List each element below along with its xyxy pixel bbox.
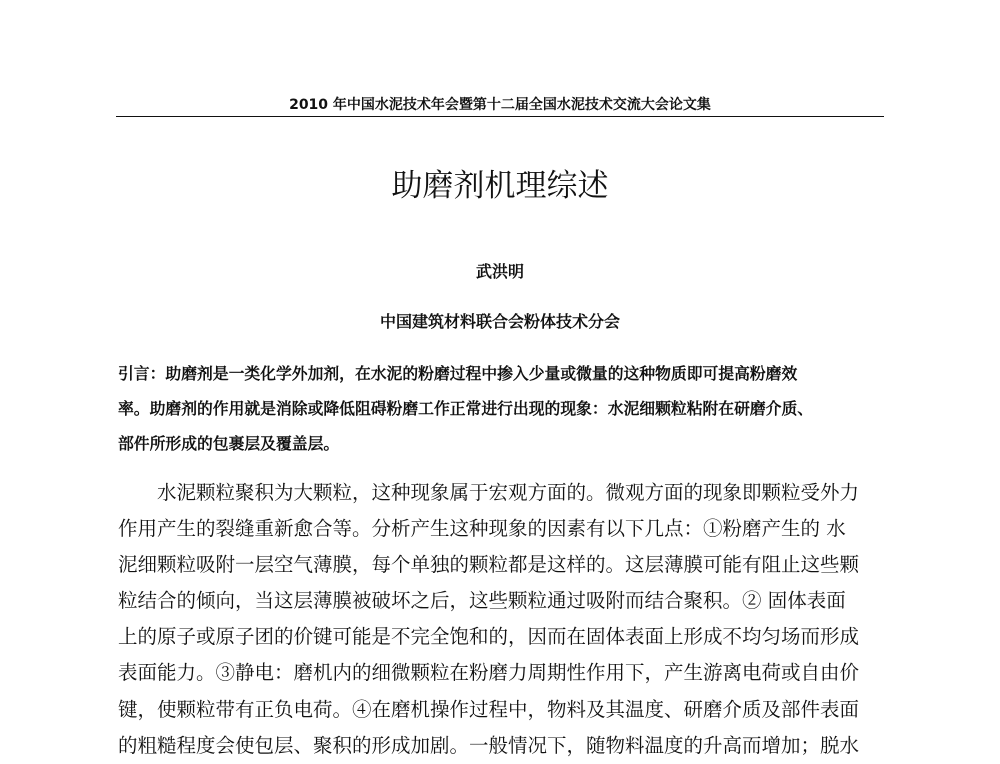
author-name: 武洪明 xyxy=(475,262,524,281)
body-line: 水泥颗粒聚积为大颗粒，这种现象属于宏观方面的。微观方面的现象即颗粒受外力 xyxy=(157,481,860,504)
body-line: 粒结合的倾向，当这层薄膜被破坏之后，这些颗粒通过吸附而结合聚积。② 固体表面 xyxy=(118,589,846,613)
body-line: 作用产生的裂缝重新愈合等。分析产生这种现象的因素有以下几点：①粉磨产生的 水 xyxy=(118,517,846,541)
body-line: 键，使颗粒带有正负电荷。④在磨机操作过程中，物料及其温度、研磨介质及部件表面 xyxy=(118,697,860,721)
running-header: 2010 年中国水泥技术年会暨第十二届全国水泥技术交流大会论文集 xyxy=(289,97,711,113)
body-line: 表面能力。③静电：磨机内的细微颗粒在粉磨力周期性作用下，产生游离电荷或自由价 xyxy=(118,661,860,685)
abstract-line: 引言：助磨剂是一类化学外加剂，在水泥的粉磨过程中掺入少量或微量的这种物质即可提高粉磨效 xyxy=(118,364,798,383)
abstract-line: 部件所形成的包裹层及覆盖层。 xyxy=(118,434,340,453)
abstract xyxy=(118,356,888,461)
abstract-line: 率。助磨剂的作用就是消除或降低阻碍粉磨工作正常进行出现的现象：水泥细颗粒粘附在研磨介质、 xyxy=(118,399,814,418)
body-line: 上的原子或原子团的价键可能是不完全饱和的，因而在固体表面上形成不均匀场而形成 xyxy=(118,625,860,649)
header-rule xyxy=(116,116,884,117)
author-affiliation: 中国建筑材料联合会粉体技术分会 xyxy=(379,312,620,331)
body-line: 泥细颗粒吸附一层空气薄膜，每个单独的颗粒都是这样的。这层薄膜可能有阻止这些颗 xyxy=(118,553,860,577)
body-paragraph xyxy=(118,475,888,764)
body-line: 的粗糙程度会使包层、聚积的形成加剧。一般情况下，随物料温度的升高而增加；脱水 xyxy=(118,733,860,757)
paper-title: 助磨剂机理综述 xyxy=(391,168,609,204)
